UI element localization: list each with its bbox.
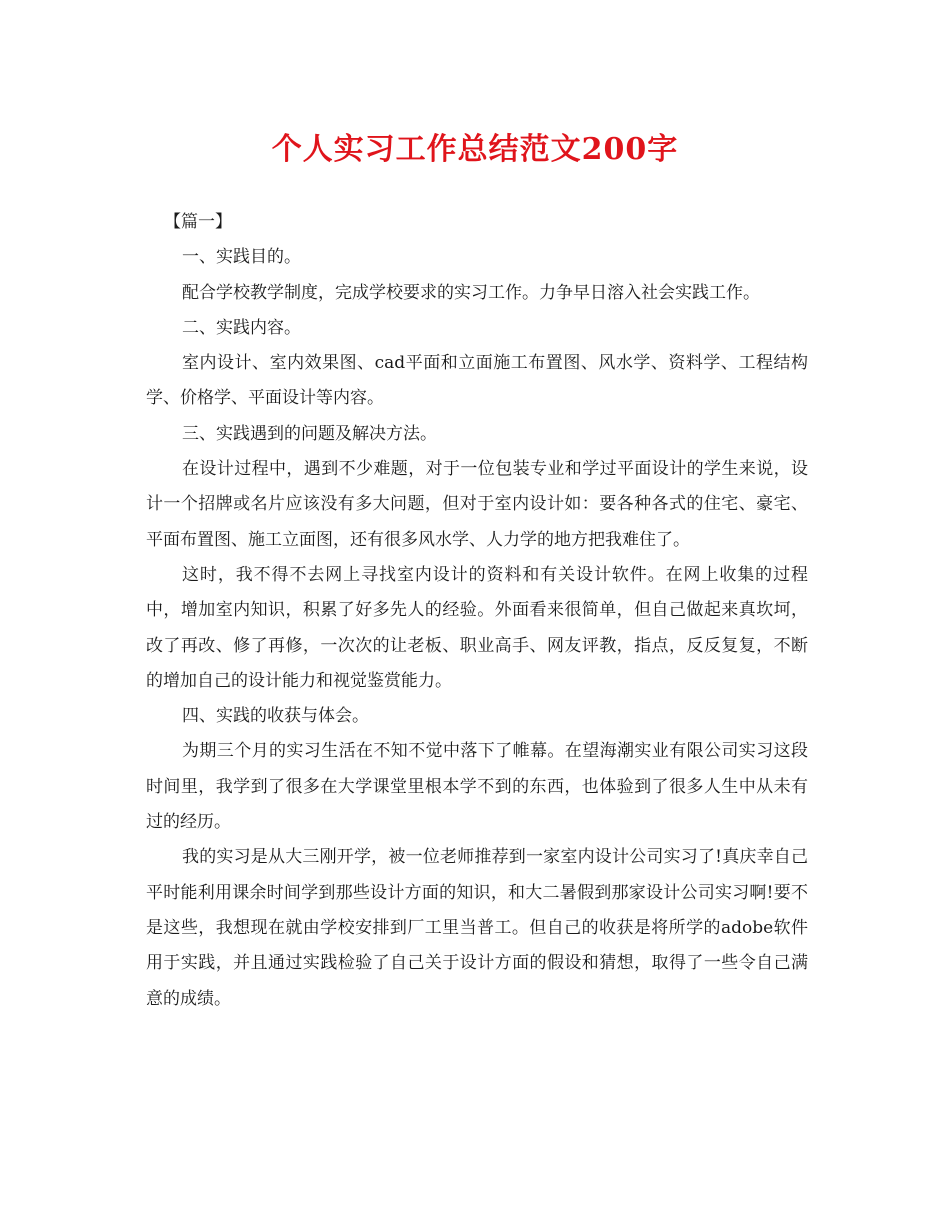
- heading-gains-reflections: 四、实践的收获与体会。: [182, 706, 369, 727]
- document-title: 个人实习工作总结范文200字: [271, 132, 679, 167]
- heading-practice-purpose: 一、实践目的。: [182, 247, 301, 268]
- paragraph: 配合学校教学制度，完成学校要求的实习工作。力争早日溶入社会实践工作。: [182, 282, 760, 303]
- paragraph: 为期三个月的实习生活在不知不觉中落下了帷幕。在望海潮实业有限公司实习这段时间里，我学到了很多在大学课堂里根本学不到的东西，也体验到了很多人生中从未有过的经历。: [146, 741, 808, 833]
- heading-practice-content: 二、实践内容。: [182, 317, 301, 338]
- paragraph: 这时，我不得不去网上寻找室内设计的资料和有关设计软件。在网上收集的过程中，增加室内知识，积累了好多先人的经验。外面看来很简单，但自己做起来真坎坷，改了再改、修了再修，一次次的让老板、职业高手、网友评教，指点，反反复复，不断的增加自己的设计能力和视觉鉴赏能力。: [146, 564, 808, 691]
- paragraph: 在设计过程中，遇到不少难题，对于一位包装专业和学过平面设计的学生来说，设计一个招牌或名片应该没有多大问题，但对于室内设计如：要各种各式的住宅、豪宅、平面布置图、施工立面图，还有很多风水学、人力学的地方把我难住了。: [146, 459, 808, 550]
- heading-problems-solutions: 三、实践遇到的问题及解决方法。: [182, 423, 437, 444]
- document-body: [146, 205, 808, 1017]
- paragraph: 室内设计、室内效果图、cad平面和立面施工布置图、风水学、资料学、工程结构学、价格学、平面设计等内容。: [146, 353, 808, 409]
- paragraph: 我的实习是从大三刚开学，被一位老师推荐到一家室内设计公司实习了!真庆幸自己平时能利用课余时间学到那些设计方面的知识，和大二暑假到那家设计公司实习啊!要不是这些，我想现在就由学校安排到厂工里当普工。但自己的收获是将所学的adobe软件用于实践，并且通过实践检验了自己关于设计方面的假设和猜想，取得了一些令自己满意的成绩。: [146, 847, 808, 1009]
- section-tag: 【篇一】: [164, 212, 232, 232]
